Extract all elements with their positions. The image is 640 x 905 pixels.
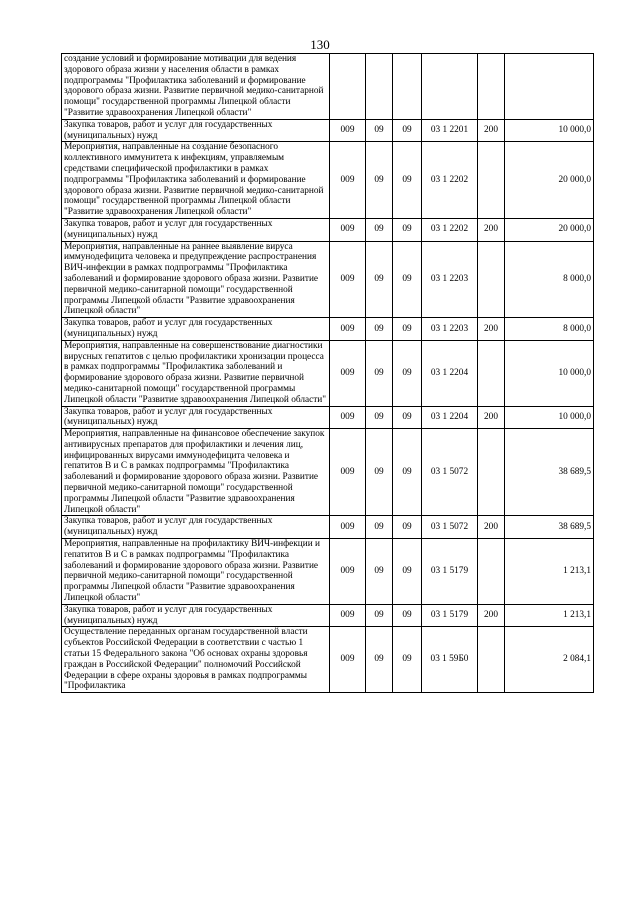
row-section-code: 09	[366, 340, 393, 406]
row-target-article: 03 1 2203	[422, 241, 478, 318]
row-subsection-code: 09	[393, 142, 422, 219]
row-description: Закупка товаров, работ и услуг для государственных (муниципальных) нужд	[62, 516, 330, 539]
row-expense-type	[478, 54, 505, 120]
row-department-code: 009	[330, 516, 366, 539]
row-expense-type: 200	[478, 318, 505, 341]
row-expense-type	[478, 539, 505, 605]
row-description: Мероприятия, направленные на раннее выявление вируса иммунодефицита человека и предупреждение распространения ВИЧ-инфекции в рамках подпрограммы "Профилактика заболеваний и формирование здорового образа жизни. Развитие первичной медико-санитарной помощи" государственной программы Липецкой области "Развитие здравоохранения Липецкой области"	[62, 241, 330, 318]
row-amount	[505, 54, 594, 120]
row-expense-type	[478, 340, 505, 406]
row-expense-type: 200	[478, 119, 505, 142]
row-description: Закупка товаров, работ и услуг для государственных (муниципальных) нужд	[62, 604, 330, 627]
row-amount: 2 084,1	[505, 627, 594, 693]
row-description: Мероприятия, направленные на совершенствование диагностики вирусных гепатитов с целью профилактики хронизации процесса в рамках подпрограммы "Профилактика заболеваний и формирование здорового образа жизни. Развитие первичной медико-санитарной помощи" государственной программы Липецкой области "Развитие здравоохранения Липецкой области"	[62, 340, 330, 406]
row-amount: 10 000,0	[505, 119, 594, 142]
row-target-article: 03 1 2203	[422, 318, 478, 341]
row-department-code: 009	[330, 318, 366, 341]
row-amount: 1 213,1	[505, 539, 594, 605]
row-target-article: 03 1 2202	[422, 218, 478, 241]
row-subsection-code: 09	[393, 604, 422, 627]
row-amount: 38 689,5	[505, 516, 594, 539]
row-department-code: 009	[330, 429, 366, 516]
row-subsection-code: 09	[393, 406, 422, 429]
row-expense-type: 200	[478, 604, 505, 627]
row-amount: 20 000,0	[505, 142, 594, 219]
table-row	[62, 429, 594, 516]
row-department-code: 009	[330, 340, 366, 406]
row-amount: 20 000,0	[505, 218, 594, 241]
table-row	[62, 318, 594, 341]
table-row	[62, 627, 594, 693]
row-section-code: 09	[366, 218, 393, 241]
row-expense-type	[478, 241, 505, 318]
row-amount: 1 213,1	[505, 604, 594, 627]
row-amount: 8 000,0	[505, 241, 594, 318]
row-description: Мероприятия, направленные на создание безопасного коллективного иммунитета к инфекциям, управляемым средствами специфической профилактики в рамках подпрограммы "Профилактика заболеваний и формирование здорового образа жизни. Развитие первичной медико-санитарной помощи" государственной программы Липецкой области "Развитие здравоохранения Липецкой области"	[62, 142, 330, 219]
row-expense-type: 200	[478, 516, 505, 539]
table-row	[62, 539, 594, 605]
row-section-code: 09	[366, 241, 393, 318]
row-subsection-code: 09	[393, 119, 422, 142]
row-description: Закупка товаров, работ и услуг для государственных (муниципальных) нужд	[62, 119, 330, 142]
row-section-code: 09	[366, 429, 393, 516]
row-section-code: 09	[366, 604, 393, 627]
table-row	[62, 406, 594, 429]
table-row	[62, 54, 594, 120]
row-target-article: 03 1 2201	[422, 119, 478, 142]
table-row	[62, 142, 594, 219]
row-subsection-code: 09	[393, 516, 422, 539]
row-section-code: 09	[366, 142, 393, 219]
row-section-code: 09	[366, 406, 393, 429]
row-department-code: 009	[330, 142, 366, 219]
row-department-code: 009	[330, 604, 366, 627]
row-department-code: 009	[330, 627, 366, 693]
table-body	[62, 54, 594, 693]
row-description: создание условий и формирование мотивации для ведения здорового образа жизни у населения области в рамках подпрограммы "Профилактика заболеваний и формирование здорового образа жизни. Развитие первичной медико-санитарной помощи" государственной программы Липецкой области "Развитие здравоохранения Липецкой области"	[62, 54, 330, 120]
row-amount: 10 000,0	[505, 340, 594, 406]
row-target-article: 03 1 5072	[422, 516, 478, 539]
row-section-code: 09	[366, 627, 393, 693]
row-department-code: 009	[330, 406, 366, 429]
row-description: Осуществление переданных органам государственной власти субъектов Российской Федерации в соответствии с частью 1 статьи 15 Федерального закона "Об основах охраны здоровья граждан в Российской Федерации" полномочий Российской Федерации в сфере охраны здоровья в рамках подпрограммы "Профилактика	[62, 627, 330, 693]
row-target-article: 03 1 2204	[422, 406, 478, 429]
row-description: Закупка товаров, работ и услуг для государственных (муниципальных) нужд	[62, 218, 330, 241]
table-row	[62, 516, 594, 539]
table-row	[62, 218, 594, 241]
table-row	[62, 340, 594, 406]
row-target-article: 03 1 5072	[422, 429, 478, 516]
row-description: Мероприятия, направленные на профилактику ВИЧ-инфекции и гепатитов В и С в рамках подпрограммы "Профилактика заболеваний и формирование здорового образа жизни. Развитие первичной медико-санитарной помощи" государственной программы Липецкой области "Развитие здравоохранения Липецкой области"	[62, 539, 330, 605]
row-expense-type: 200	[478, 406, 505, 429]
row-department-code: 009	[330, 241, 366, 318]
row-subsection-code: 09	[393, 627, 422, 693]
row-subsection-code: 09	[393, 318, 422, 341]
row-subsection-code: 09	[393, 539, 422, 605]
row-department-code	[330, 54, 366, 120]
row-subsection-code	[393, 54, 422, 120]
row-section-code	[366, 54, 393, 120]
table-row	[62, 119, 594, 142]
row-target-article: 03 1 2202	[422, 142, 478, 219]
row-department-code: 009	[330, 119, 366, 142]
row-subsection-code: 09	[393, 241, 422, 318]
row-target-article: 03 1 59Б0	[422, 627, 478, 693]
row-amount: 8 000,0	[505, 318, 594, 341]
row-section-code: 09	[366, 539, 393, 605]
row-target-article: 03 1 5179	[422, 604, 478, 627]
row-department-code: 009	[330, 539, 366, 605]
budget-table	[61, 53, 594, 693]
row-target-article: 03 1 2204	[422, 340, 478, 406]
row-amount: 10 000,0	[505, 406, 594, 429]
row-subsection-code: 09	[393, 429, 422, 516]
row-target-article	[422, 54, 478, 120]
row-expense-type	[478, 627, 505, 693]
row-department-code: 009	[330, 218, 366, 241]
row-subsection-code: 09	[393, 218, 422, 241]
row-description: Закупка товаров, работ и услуг для государственных (муниципальных) нужд	[62, 406, 330, 429]
row-description: Мероприятия, направленные на финансовое обеспечение закупок антивирусных препаратов для профилактики и лечения лиц, инфицированных вирусами иммунодефицита человека и гепатитов В и С в рамках подпрограммы "Профилактика заболеваний и формирование здорового образа жизни. Развитие первичной медико-санитарной помощи" государственной программы Липецкой области "Развитие здравоохранения Липецкой области"	[62, 429, 330, 516]
row-section-code: 09	[366, 318, 393, 341]
row-subsection-code: 09	[393, 340, 422, 406]
row-description: Закупка товаров, работ и услуг для государственных (муниципальных) нужд	[62, 318, 330, 341]
row-expense-type: 200	[478, 218, 505, 241]
row-expense-type	[478, 142, 505, 219]
table-row	[62, 604, 594, 627]
row-section-code: 09	[366, 516, 393, 539]
page-number: 130	[310, 37, 330, 52]
row-expense-type	[478, 429, 505, 516]
row-amount: 38 689,5	[505, 429, 594, 516]
row-section-code: 09	[366, 119, 393, 142]
table-row	[62, 241, 594, 318]
row-target-article: 03 1 5179	[422, 539, 478, 605]
